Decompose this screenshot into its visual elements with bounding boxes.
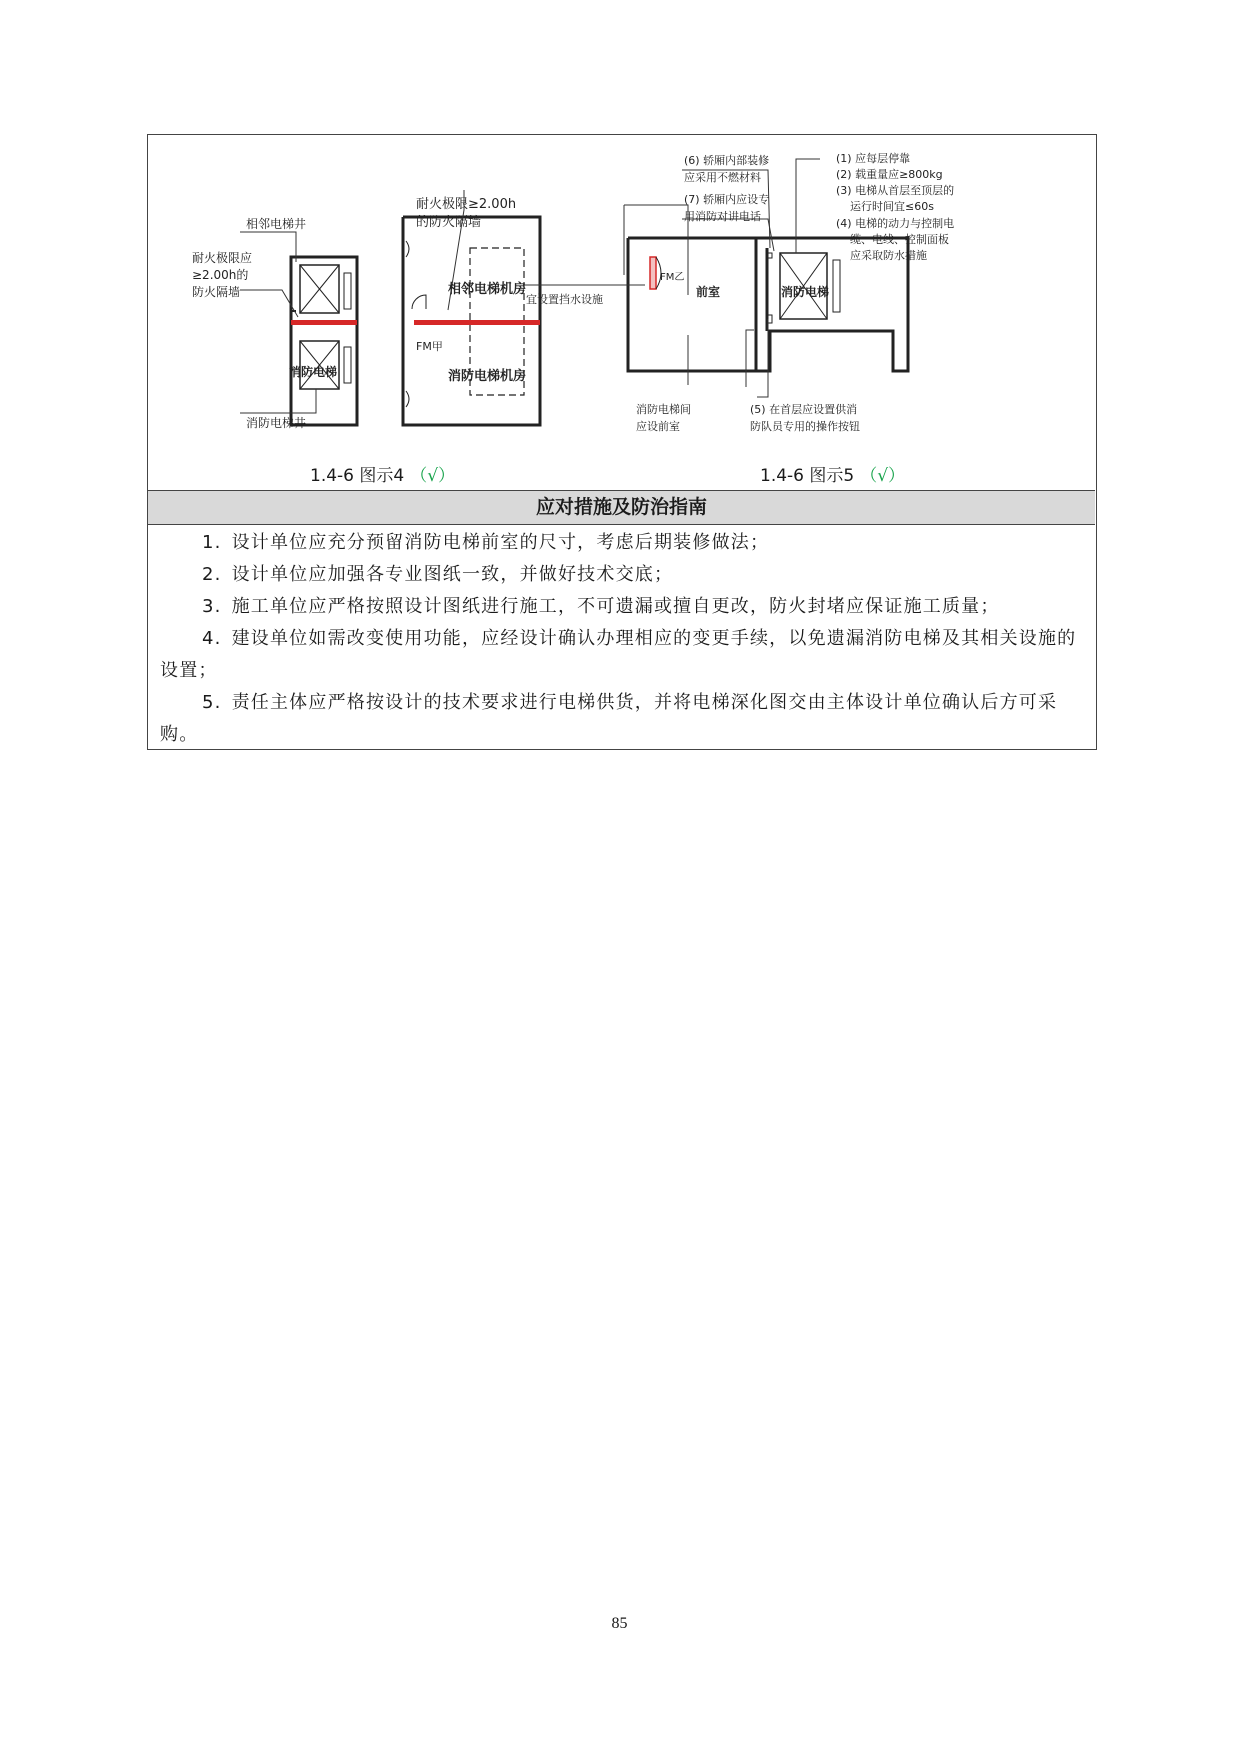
fig4-partition-line-2: 的防火隔墙 [416,215,482,230]
fig5-note-right-3: (3) 电梯从首层至顶层的 [836,184,955,197]
guide-table [147,134,1097,750]
guide-items [148,527,1095,751]
partition-wall-room [414,320,540,325]
guide-item: 3. 施工单位应严格按照设计图纸进行施工，不可遗漏或擅自更改，防火封堵应保证施工质量； [202,596,1000,617]
fig5-note-right-2: (2) 载重量应≥800kg [836,168,943,181]
fig4-room-fire-machine: 消防电梯机房 [448,369,527,384]
fig5-door-code: FM乙 [660,272,685,283]
guide-item: 1. 设计单位应充分预留消防电梯前室的尺寸，考虑后期装修做法； [202,532,770,553]
figure-row [148,135,1095,488]
fig5-note-right-1: (1) 应每层停靠 [836,152,911,165]
fire-partition-red [291,320,540,325]
figure-5-check: （√） [860,466,906,486]
fig5-note6-line-1: (6) 轿厢内部装修 [684,154,770,167]
fig4-door-code: FM甲 [416,340,443,353]
fig5-label-fire-elevator: 消防电梯 [781,285,830,299]
fig5-note-right-5: (4) 电梯的动力与控制电 [836,217,955,230]
fig4-label-fire-shaft: 消防电梯井 [246,416,307,430]
partition-wall-shaft [291,320,357,325]
fig5-fire-door [650,257,656,289]
fig5-note7-line-1: (7) 轿厢内应设专 [684,193,770,206]
fig5-note-right-4: 运行时间宜≤60s [850,200,934,213]
fig5-bottom-left-line-2: 应设前室 [636,420,680,433]
fig5-bottom-left-line-1: 消防电梯间 [636,403,691,416]
fig4-fire-limit-line-1: 耐火极限应 [192,251,253,265]
fig5-note-right-7: 应采取防水措施 [850,249,927,262]
figure-4-caption-text: 1.4-6 图示4 [310,466,405,486]
fig5-note6-line-2: 应采用不燃材料 [684,171,761,184]
guide-item: 5. 责任主体应严格按设计的技术要求进行电梯供货，并将电梯深化图交由主体设计单位确认后方可采购。 [160,692,1058,745]
figure-4-caption [310,461,455,486]
fig4-partition-line-1: 耐火极限≥2.00h [416,197,517,212]
fig4-fire-limit-line-3: 防火隔墙 [192,285,241,299]
guide-header: 应对措施及防治指南 [148,490,1095,525]
guide-item: 4. 建设单位如需改变使用功能，应经设计确认办理相应的变更手续，以免遗漏消防电梯及其相关设施的设置； [160,628,1077,681]
fig5-label-water: 宜设置挡水设施 [526,293,603,306]
figure-5-caption-text: 1.4-6 图示5 [760,466,855,486]
fig5-note5-line-1: (5) 在首层应设置供消 [750,403,858,416]
fig5-note-right-6: 缆、电线、控制面板 [850,233,949,246]
fig5-room-front: 前室 [696,285,721,299]
fig5-note5-line-2: 防队员专用的操作按钮 [750,420,860,433]
fig4-label-adjacent-shaft: 相邻电梯井 [246,217,307,231]
guide-item: 2. 设计单位应加强各专业图纸一致，并做好技术交底； [202,564,674,585]
fire-elevator-drawings [148,135,1095,488]
figure-4-check: （√） [410,466,456,486]
fig4-room-adjacent-machine: 相邻电梯机房 [448,282,527,297]
figure-5-caption [760,461,905,486]
page-number: 85 [611,1615,628,1632]
fig5-note7-line-2: 用消防对讲电话 [684,210,761,223]
fig4-fire-limit-line-2: ≥2.00h的 [192,268,249,282]
fig4-label-fire-elevator: 消防电梯 [289,365,338,379]
